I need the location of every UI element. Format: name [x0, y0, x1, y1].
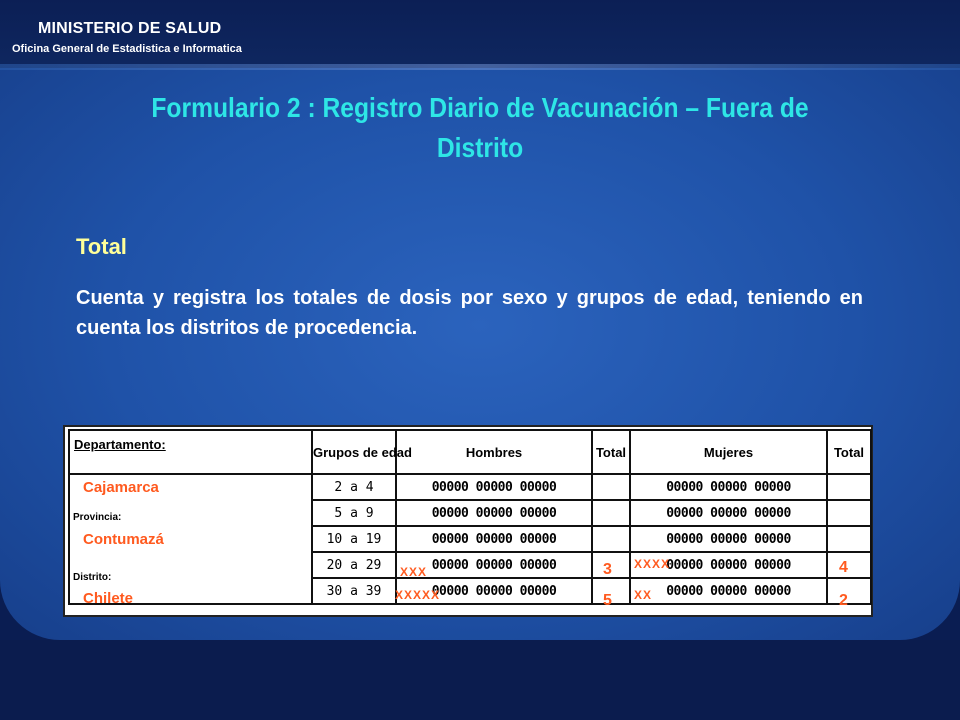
- form-row: [69, 552, 871, 578]
- total-mujeres-30-39: 2: [839, 592, 848, 609]
- age-group: 10 a 19: [312, 526, 396, 552]
- tally-mujeres-30-39: XX: [634, 588, 653, 602]
- hombres-circles: 00000 00000 00000: [396, 552, 592, 578]
- hombres-circles: 00000 00000 00000: [396, 500, 592, 526]
- org-subtitle: Oficina General de Estadistica e Informatica: [12, 43, 242, 55]
- departamento-value: Cajamarca: [83, 479, 159, 496]
- mujeres-circles: 00000 00000 00000: [630, 526, 827, 552]
- hombres-circles: 00000 00000 00000: [396, 474, 592, 500]
- age-group: 30 a 39: [312, 578, 396, 604]
- age-group: 20 a 29: [312, 552, 396, 578]
- header-grupos-edad: Grupos de edad: [312, 430, 396, 474]
- total-m-cell: [827, 474, 871, 500]
- distrito-label: Distrito:: [73, 572, 112, 583]
- panel-edge: [0, 64, 960, 70]
- provincia-value: Contumazá: [83, 531, 164, 548]
- form-table: [68, 429, 872, 605]
- age-group: 5 a 9: [312, 500, 396, 526]
- header-mujeres: Mujeres: [630, 430, 827, 474]
- distrito-value: Chilete: [83, 590, 134, 607]
- hombres-circles: 00000 00000 00000: [396, 578, 592, 604]
- mujeres-circles: 00000 00000 00000: [630, 552, 827, 578]
- provincia-label: Provincia:: [73, 512, 122, 523]
- body-text: Cuenta y registra los totales de dosis por sexo y grupos de edad, teniendo en cuenta los distritos de procedencia.: [76, 287, 863, 339]
- form-row: [69, 578, 871, 604]
- form-row: [69, 500, 871, 526]
- tally-mujeres-20-29: XXXX: [634, 557, 671, 571]
- slide-title: Formulario 2 : Registro Diario de Vacunación – Fuera de Distrito: [151, 92, 809, 163]
- form-header-row: [69, 430, 871, 474]
- total-hombres-20-29: 3: [603, 561, 612, 578]
- total-hombres-30-39: 5: [603, 592, 612, 609]
- vaccination-form-image: [63, 425, 873, 617]
- total-mujeres-20-29: 4: [839, 559, 848, 576]
- total-m-cell: [827, 578, 871, 604]
- bottom-band: [0, 640, 960, 720]
- mujeres-circles: 00000 00000 00000: [630, 474, 827, 500]
- header-band: [0, 0, 960, 70]
- mujeres-circles: 00000 00000 00000: [630, 578, 827, 604]
- total-h-cell: [592, 474, 630, 500]
- mujeres-circles: 00000 00000 00000: [630, 500, 827, 526]
- total-m-cell: [827, 552, 871, 578]
- total-h-cell: [592, 500, 630, 526]
- header-hombres: Hombres: [396, 430, 592, 474]
- hombres-circles: 00000 00000 00000: [396, 526, 592, 552]
- form-row: [69, 474, 871, 500]
- total-m-cell: [827, 526, 871, 552]
- org-name: MINISTERIO DE SALUD: [38, 20, 222, 37]
- header-total-mujeres: Total: [827, 430, 871, 474]
- tally-hombres-30-39: XXXXX: [395, 588, 441, 602]
- tally-hombres-20-29: XXX: [400, 565, 428, 579]
- header-departamento: Departamento:: [69, 430, 312, 474]
- section-heading: Total: [76, 234, 127, 259]
- total-m-cell: [827, 500, 871, 526]
- total-h-cell: [592, 526, 630, 552]
- age-group: 2 a 4: [312, 474, 396, 500]
- form-row: [69, 526, 871, 552]
- header-total-hombres: Total: [592, 430, 630, 474]
